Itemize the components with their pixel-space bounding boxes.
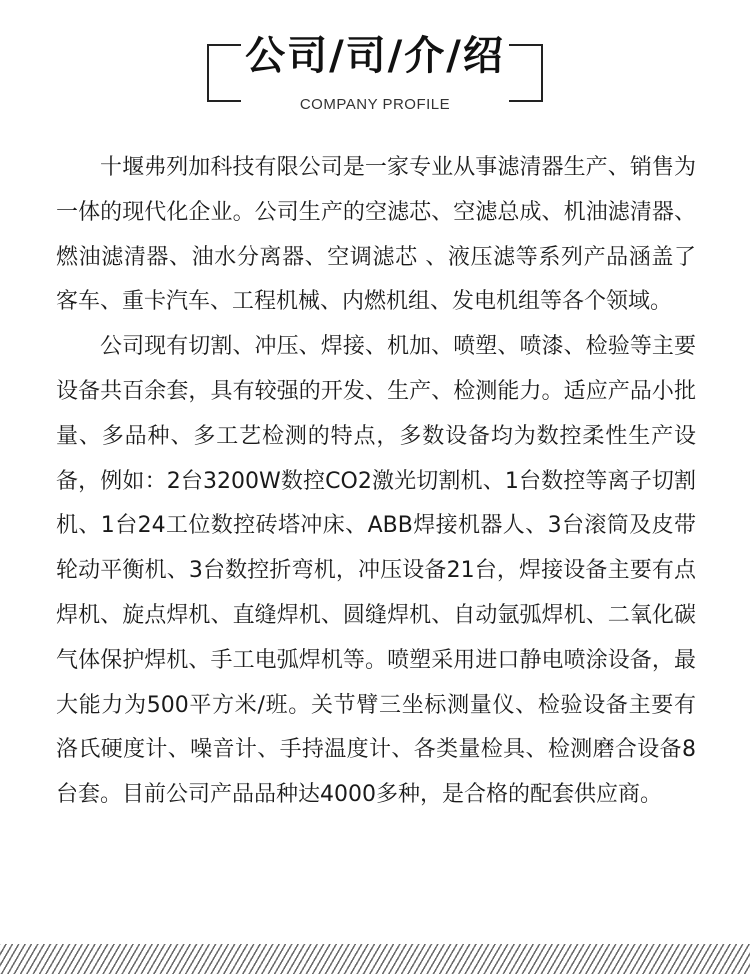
paragraph-intro: 十堰弗列加科技有限公司是一家专业从事滤清器生产、销售为一体的现代化企业。公司生产的空滤芯、空滤总成、机油滤清器、燃油滤清器、油水分离器、空调滤芯 、液压滤等系列产品涵盖了客车、重卡汽车、工程机械、内燃机组、发电机组等各个领域。 [56,155,696,315]
page-subtitle: COMPANY PROFILE [299,96,451,113]
page-header [0,0,750,130]
footer-hatch-decoration [0,944,750,974]
page-title: 公司/司/介/绍 [245,33,505,79]
paragraph-equipment: 公司现有切割、冲压、焊接、机加、喷塑、喷漆、检验等主要设备共百余套，具有较强的开发、生产、检测能力。适应产品小批量、多品种、多工艺检测的特点，多数设备均为数控柔性生产设备，例如：2台3200W数控CO2激光切割机、1台数控等离子切割机、1台24工位数控砖塔冲床、ABB焊接机器人、3台滚筒及皮带轮动平衡机、3台数控折弯机，冲压设备21台，焊接设备主要有点焊机、旋点焊机、直缝焊机、圆缝焊机、自动氩弧焊机、二氧化碳气体保护焊机、手工电弧焊机等。喷塑采用进口静电喷涂设备，最大能力为500平方米/班。关节臂三坐标测量仪、检验设备主要有洛氏硬度计、噪音计、手持温度计、各类量检具、检测磨合设备8台套。目前公司产品品种达4000多种，是合格的配套供应商。 [56,334,696,808]
company-profile-text [56,146,696,818]
